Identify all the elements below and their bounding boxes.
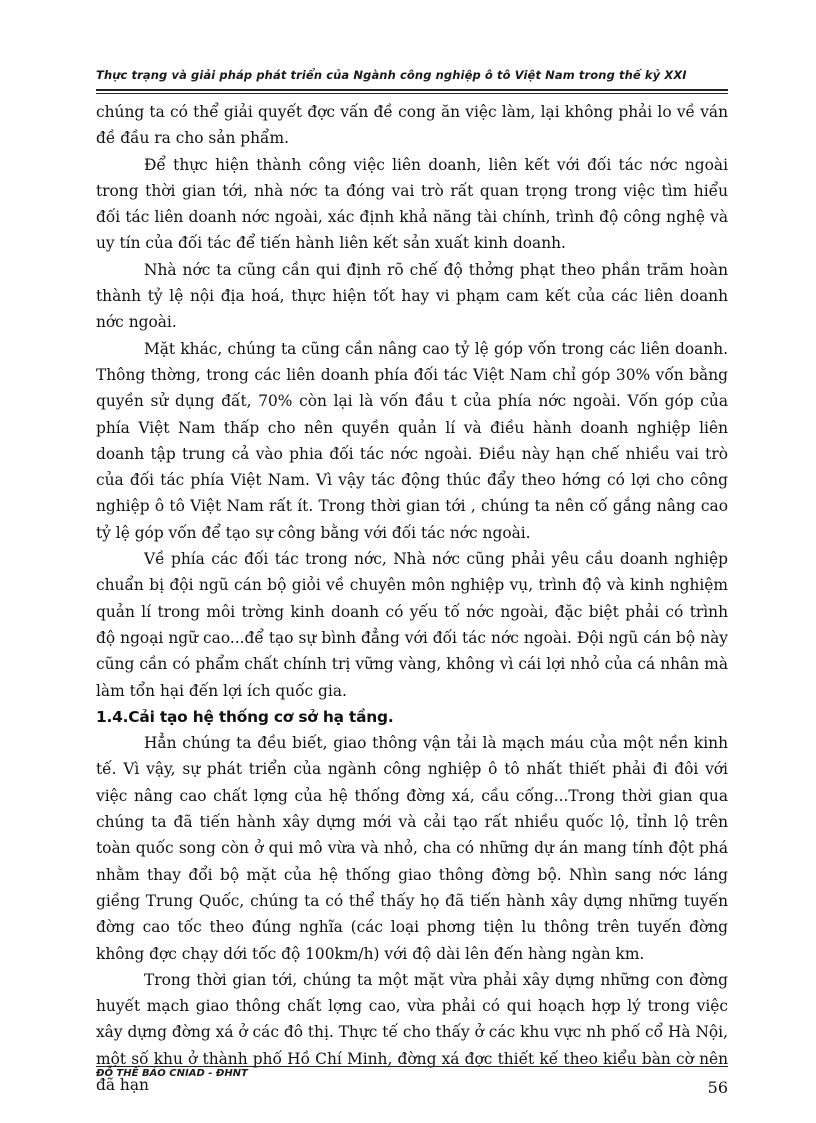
- paragraph: Để thực hiện thành công việc liên doanh, liên kết với đối tác nớc ngoài trong thời gian tới, nhà nớc ta đóng vai trò rất quan trọng trong việc tìm hiểu đối tác liên doanh nớc ngoài, xác định khả năng tài chính, trình độ công nghệ và uy tín của đối tác để tiến hành liên kết sản xuất kinh doanh.: [96, 155, 728, 253]
- paragraph: Nhà nớc ta cũng cần qui định rõ chế độ thởng phạt theo phần trăm hoàn thành tỷ lệ nội địa hoá, thực hiện tốt hay vi phạm cam kết của các liên doanh nớc ngoài.: [96, 260, 728, 332]
- footer-author: ĐỖ THẾ BẢO CNIAD - ĐHNT: [96, 1068, 248, 1079]
- paragraph: chúng ta có thể giải quyết đợc vấn đề cong ăn việc làm, lại không phải lo về ván đề đầu ra cho sản phẩm.: [96, 103, 728, 148]
- paragraph: Mặt khác, chúng ta cũng cần nâng cao tỷ lệ góp vốn trong các liên doanh. Thông thờng, trong các liên doanh phía đối tác Việt Nam chỉ góp 30% vốn bằng quyền sử dụng đất, 70% còn lại là vốn đầu t của phía nớc ngoài. Vốn góp của phía Việt Nam thấp cho nên quyền quản lí và điều hành doanh nghiệp liên doanh tập trung cả vào phia đối tác nớc ngoài. Điều này hạn chế nhiều vai trò của đối tác phía Việt Nam. Vì vậy tác động thúc đẩy theo hớng có lợi cho công nghiệp ô tô Việt Nam rất ít. Trong thời gian tới , chúng ta nên cố gắng nâng cao tỷ lệ góp vốn để tạo sự công bằng với đối tác nớc ngoài.: [96, 339, 728, 542]
- section-heading: 1.4.Cải tạo hệ thống cơ sở hạ tầng.: [96, 707, 394, 726]
- page-number: 56: [707, 1078, 728, 1097]
- body-text: [96, 99, 728, 1098]
- paragraph: Trong thời gian tới, chúng ta một mặt vừa phải xây dựng những con đờng huyết mạch giao thông chất lợng cao, vừa phải có qui hoạch hợp lý trong việc xây dựng đờng xá ở các đô thị. Thực tế cho thấy ở các khu vực nh phố cổ Hà Nội, một số khu ở thành phố Hồ Chí Minh, đờng xá đợc thiết kế theo kiểu bàn cờ nên đã hạn: [96, 970, 729, 1094]
- header-rule: [96, 89, 728, 94]
- footer-rule: [96, 1066, 728, 1067]
- running-header: Thực trạng và giải pháp phát triển của Ngành công nghiệp ô tô Việt Nam trong thế kỷ XXI: [96, 68, 687, 82]
- paragraph: Về phía các đối tác trong nớc, Nhà nớc cũng phải yêu cầu doanh nghiệp chuẩn bị đội ngũ cán bộ giỏi về chuyên môn nghiệp vụ, trình độ và kinh nghiệm quản lí trong môi trờng kinh doanh có yếu tố nớc ngoài, đặc biệt phải có trình độ ngoại ngữ cao...để tạo sự bình đẳng với đối tác nớc ngoài. Đội ngũ cán bộ này cũng cần có phẩm chất chính trị vững vàng, không vì cái lợi nhỏ của cá nhân mà làm tổn hại đến lợi ích quốc gia.: [96, 550, 728, 700]
- paragraph: Hẳn chúng ta đều biết, giao thông vận tải là mạch máu của một nền kinh tế. Vì vậy, sự phát triển của ngành công nghiệp ô tô nhất thiết phải đi đôi với việc nâng cao chất lợng của hệ thống đờng xá, cầu cống...Trong thời gian qua chúng ta đã tiến hành xây dựng mới và cải tạo rất nhiều quốc lộ, tỉnh lộ trên toàn quốc song còn ở qui mô vừa và nhỏ, cha có những dự án mang tính đột phá nhằm thay đổi bộ mặt của hệ thống giao thông đờng bộ. Nhìn sang nớc láng giềng Trung Quốc, chúng ta có thể thấy họ đã tiến hành xây dựng những tuyến đờng cao tốc theo đúng nghĩa (các loại phơng tiện lu thông trên tuyến đờng không đợc chạy dới tốc độ 100km/h) với độ dài lên đến hàng ngàn km.: [96, 734, 728, 963]
